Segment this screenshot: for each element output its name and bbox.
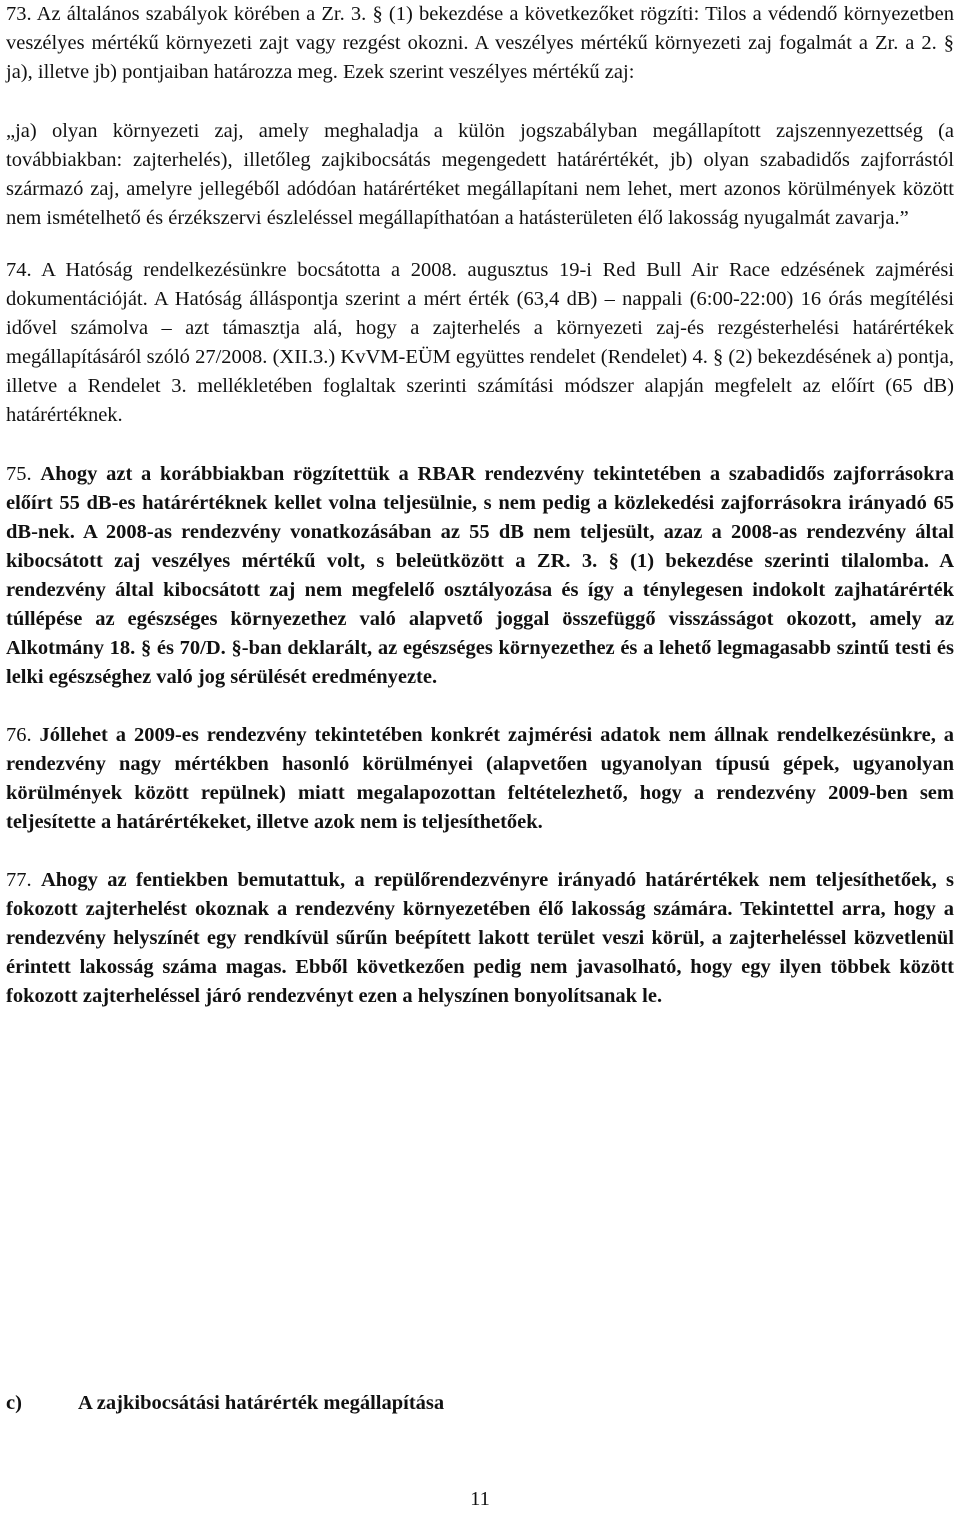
paragraph-76: [6, 721, 954, 837]
paragraph-77-text: Ahogy az fentiekben bemutattuk, a repülőrendezvényre irányadó határértékek nem teljesíthetőek, s fokozott zajterhelést okoznak a rendezvény környezetében élő lakosság számára. Tekintettel arra, hogy a rendezvény helyszínét egy rendkívül sűrűn beépített lakott terület veszi körül, a zajterheléssel közvetlenül érintett lakosság száma magas. Ebből következően pedig nem javasolható, hogy egy ilyen többek között fokozott zajterheléssel járó rendezvényt ezen a helyszínen bonyolítsanak le.: [6, 869, 955, 1007]
section-heading-title: A zajkibocsátási határérték megállapítása: [78, 1392, 445, 1414]
quoted-definition: „ja) olyan környezeti zaj, amely meghaladja a külön jogszabályban megállapított zajszennyezettség (a továbbiakban: zajterhelés), illetőleg zajkibocsátás megengedett határértékét, jb) olyan szabadidős zajforrástól származó zaj, amelyre jellegéből adódóan határértéket megállapítani nem lehet, mert azonos körülmények között nem ismételhető és érzékszervi észleléssel megállapíthatóan a hatásterületen élő lakosság nyugalmát zavarja.”: [6, 120, 954, 229]
section-heading-letter: c): [6, 1392, 22, 1414]
paragraph-75: [6, 460, 954, 692]
paragraph-76-number: 76.: [6, 724, 32, 746]
page-number: 11: [470, 1488, 490, 1510]
paragraph-77: [6, 866, 954, 1011]
document-page: [6, 0, 954, 1011]
paragraph-76-text: Jóllehet a 2009-es rendezvény tekintetében konkrét zajmérési adatok nem állnak rendelkezésünkre, a rendezvény nagy mértékben hasonló körülményei (alapvetően ugyanolyan típusú gépek, ugyanolyan körülmények között repülnek) miatt megalapozottan feltételezhető, hogy a rendezvény 2009-ben sem teljesítette a határértékeket, illetve azok nem is teljesíthetőek.: [6, 724, 955, 833]
paragraph-73: 73. Az általános szabályok körében a Zr. 3. § (1) bekezdése a következőket rögzíti: Tilos a védendő környezetben veszélyes mértékű környezeti zajt vagy rezgést okozni. A veszélyes mértékű környezeti zaj fogalmát a Zr. a 2. § ja), illetve jb) pontjaiban határozza meg. Ezek szerint veszélyes mértékű zaj:: [6, 3, 954, 83]
paragraph-75-text: Ahogy azt a korábbiakban rögzítettük a RBAR rendezvény tekintetében a szabadidős zajforrásokra előírt 55 dB-es határértéknek kellet volna teljesülnie, s nem pedig a közlekedési zajforrásokra irányadó 65 dB-nek. A 2008-as rendezvény vonatkozásában az 55 dB nem teljesült, azaz a 2008-as rendezvény által kibocsátott zaj veszélyes mértékű volt, s beleütközött a ZR. 3. § (1) bekezdése szerinti tilalomba. A rendezvény által kibocsátott zaj nem megfelelő osztályozása és így a ténylegesen indokolt zajhatárérték túllépése az egészséges környezethez való alapvető joggal összefüggő visszásságot okozott, amely az Alkotmány 18. § és 70/D. §-ban deklarált, az egészséges környezethez és a lehető legmagasabb szintű testi és lelki egészséghez való jog sérülését eredményezte.: [6, 463, 955, 688]
paragraph-74: 74. A Hatóság rendelkezésünkre bocsátotta a 2008. augusztus 19-i Red Bull Air Race edzésének zajmérési dokumentációját. A Hatóság álláspontja szerint a mért érték (63,4 dB) – nappali (6:00-22:00) 16 órás megítélési idővel számolva – azt támasztja alá, hogy a zajterhelés a környezeti zaj-és rezgésterhelési határértékek megállapításáról szóló 27/2008. (XII.3.) KvVM-EÜM együttes rendelet (Rendelet) 4. § (2) bekezdésének a) pontja, illetve a Rendelet 3. mellékletében foglaltak szerinti számítási módszer alapján megfelelt az előírt (65 dB) határértéknek.: [6, 259, 954, 426]
section-heading: [6, 1389, 444, 1418]
paragraph-75-number: 75.: [6, 463, 32, 485]
paragraph-77-number: 77.: [6, 869, 32, 891]
